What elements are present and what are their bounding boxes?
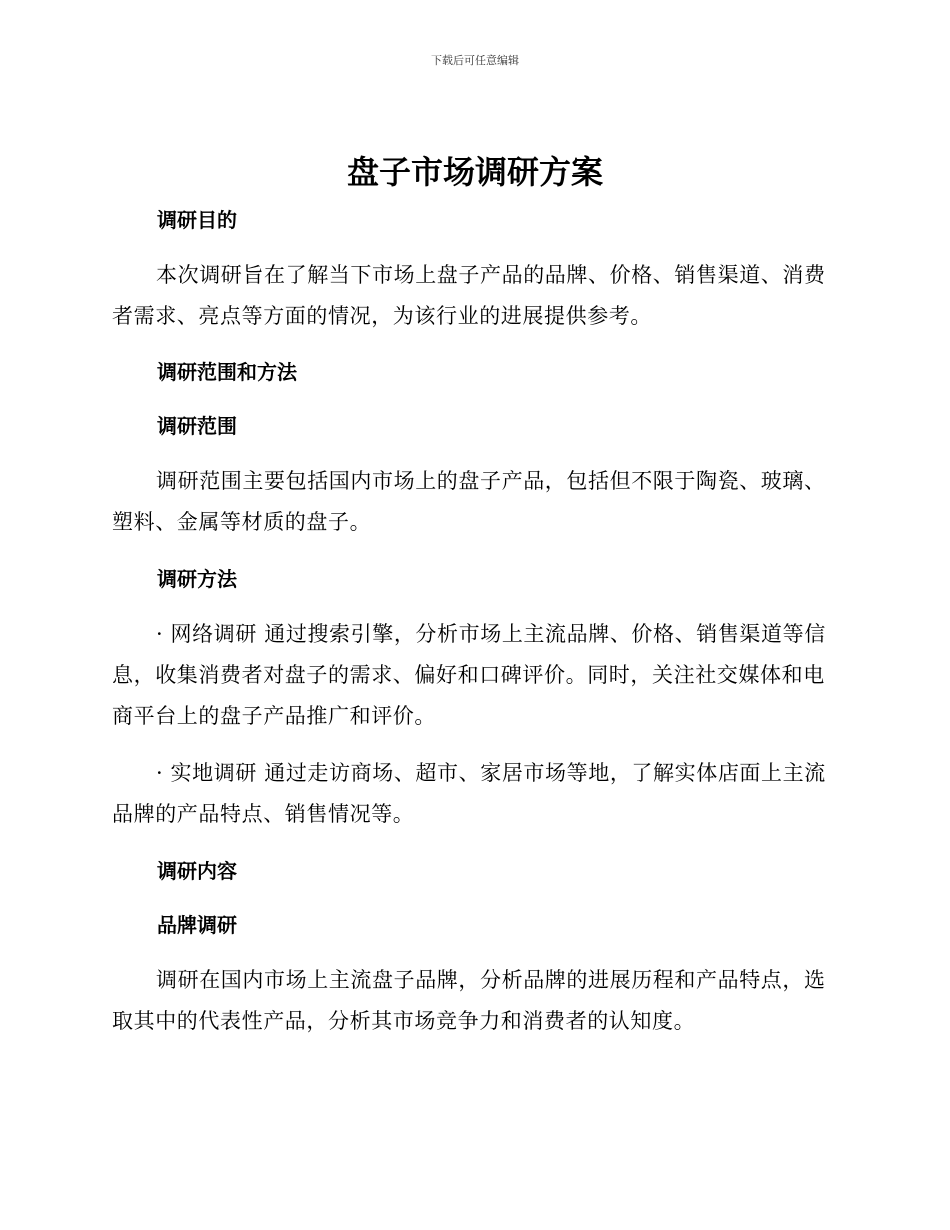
- paragraph-brand: 调研在国内市场上主流盘子品牌，分析品牌的进展历程和产品特点，选取其中的代表性产品，分析其市场竞争力和消费者的认知度。: [112, 968, 826, 1033]
- heading-purpose: 调研目的: [157, 208, 237, 232]
- paragraph-purpose: 本次调研旨在了解当下市场上盘子产品的品牌、价格、销售渠道、消费者需求、亮点等方面的情况，为该行业的进展提供参考。: [112, 263, 826, 328]
- heading-scope-and-method: 调研范围和方法: [157, 360, 297, 384]
- header-note: 下载后可任意编辑: [431, 54, 519, 67]
- paragraph-scope: 调研范围主要包括国内市场上的盘子产品，包括但不限于陶瓷、玻璃、塑料、金属等材质的盘子。: [112, 469, 826, 534]
- heading-method: 调研方法: [157, 567, 237, 591]
- paragraph-method-online: · 网络调研 通过搜索引擎，分析市场上主流品牌、价格、销售渠道等信息，收集消费者对盘子的需求、偏好和口碑评价。同时，关注社交媒体和电商平台上的盘子产品推广和评价。: [112, 622, 826, 728]
- paragraph-method-field: · 实地调研 通过走访商场、超市、家居市场等地，了解实体店面上主流品牌的产品特点、销售情况等。: [112, 761, 826, 826]
- heading-scope: 调研范围: [157, 414, 237, 438]
- document-title: 盘子市场调研方案: [346, 153, 603, 191]
- heading-brand: 品牌调研: [157, 913, 237, 937]
- heading-content: 调研内容: [157, 859, 237, 883]
